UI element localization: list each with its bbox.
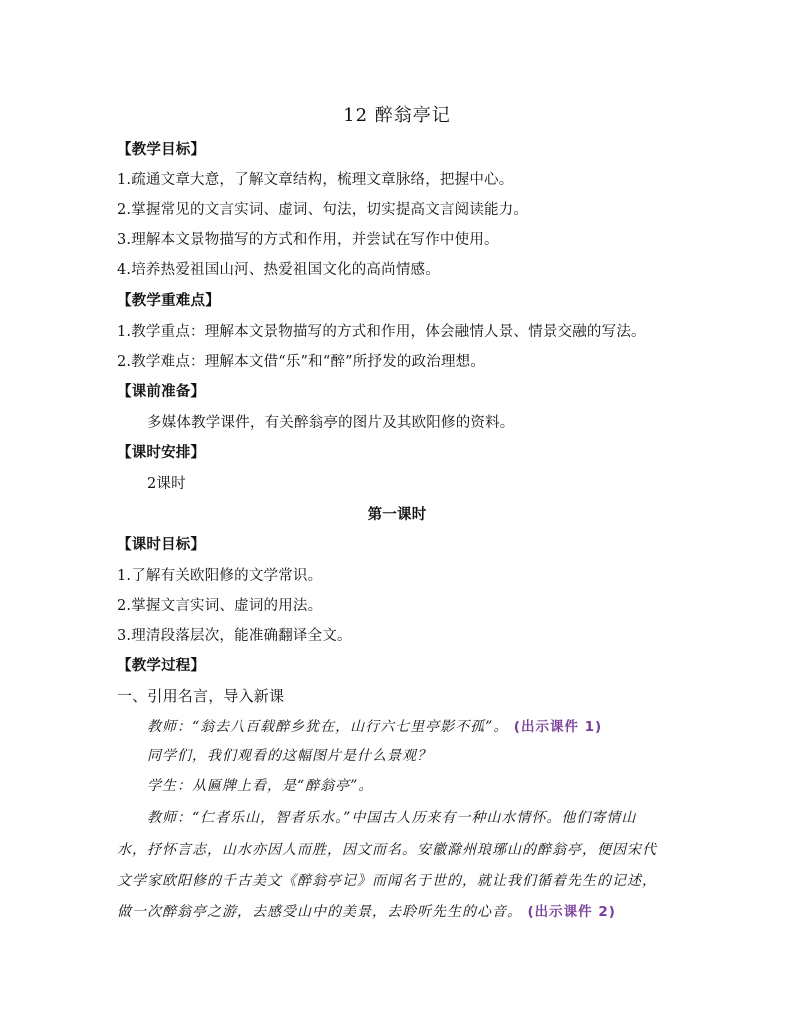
paragraph-student-answer: 学生：从匾牌上看，是“醉翁亭”。 xyxy=(147,778,374,794)
schedule-text: 2课时 xyxy=(147,476,186,492)
key-point-1: 1.教学重点：理解本文景物描写的方式和作用，体会融情人景、情景交融的写法。 xyxy=(117,324,646,340)
goal-item-2: 2.掌握常见的文言实词、虚词、句法，切实提高文言阅读能力。 xyxy=(117,202,529,218)
paragraph-teacher-line-3: 文学家欧阳修的千古美文《醉翁亭记》而闻名于世的，就让我们循着先生的记述， xyxy=(117,873,657,889)
heading-schedule: 【课时安排】 xyxy=(117,445,206,461)
lesson-goal-1: 1.了解有关欧阳修的文学常识。 xyxy=(117,568,323,584)
section-heading-1: 一、引用名言，导入新课 xyxy=(117,687,285,705)
heading-teaching-goals: 【教学目标】 xyxy=(117,142,206,158)
preparation-text: 多媒体教学课件，有关醉翁亭的图片及其欧阳修的资料。 xyxy=(147,415,515,431)
teacher-quote-text: 教师：“翁去八百载醉乡犹在，山行六七里亭影不孤”。 xyxy=(147,719,509,735)
paragraph-teacher-line-1: 教师：“仁者乐山，智者乐水。”中国古人历来有一种山水情怀。他们寄情山 xyxy=(147,810,637,826)
courseware-hint-2: (出示课件 2) xyxy=(527,904,616,920)
key-point-2: 2.教学难点：理解本文借“乐”和“醉”所抒发的政治理想。 xyxy=(117,354,486,370)
heading-teaching-process: 【教学过程】 xyxy=(117,658,206,674)
goal-item-3: 3.理解本文景物描写的方式和作用，并尝试在写作中使用。 xyxy=(117,232,499,248)
lesson-goal-2: 2.掌握文言实词、虚词的用法。 xyxy=(117,598,323,614)
heading-key-points: 【教学重难点】 xyxy=(117,293,220,309)
paragraph-teacher-line-4 xyxy=(117,902,616,922)
page-title: 12 醉翁亭记 xyxy=(343,105,451,126)
lesson1-title: 第一课时 xyxy=(367,507,427,523)
lesson-goal-3: 3.理清段落层次，能准确翻译全文。 xyxy=(117,628,352,644)
paragraph-teacher-line-2: 水，抒怀言志，山水亦因人而胜，因文而名。安徽滁州琅琊山的醉翁亭，便因宋代 xyxy=(117,842,657,858)
courseware-hint-1: (出示课件 1) xyxy=(513,719,603,735)
teacher-line-4-text: 做一次醉翁亭之游，去感受山中的美景，去聆听先生的心音。 xyxy=(117,904,522,920)
paragraph-question: 同学们，我们观看的这幅图片是什么景观？ xyxy=(147,748,432,764)
goal-item-1: 1.疏通文章大意，了解文章结构，梳理文章脉络，把握中心。 xyxy=(117,172,514,188)
paragraph-teacher-quote xyxy=(147,717,602,737)
goal-item-4: 4.培养热爱祖国山河、热爱祖国文化的高尚情感。 xyxy=(117,262,440,278)
heading-lesson-goals: 【课时目标】 xyxy=(117,537,206,553)
heading-preparation: 【课前准备】 xyxy=(117,384,206,400)
